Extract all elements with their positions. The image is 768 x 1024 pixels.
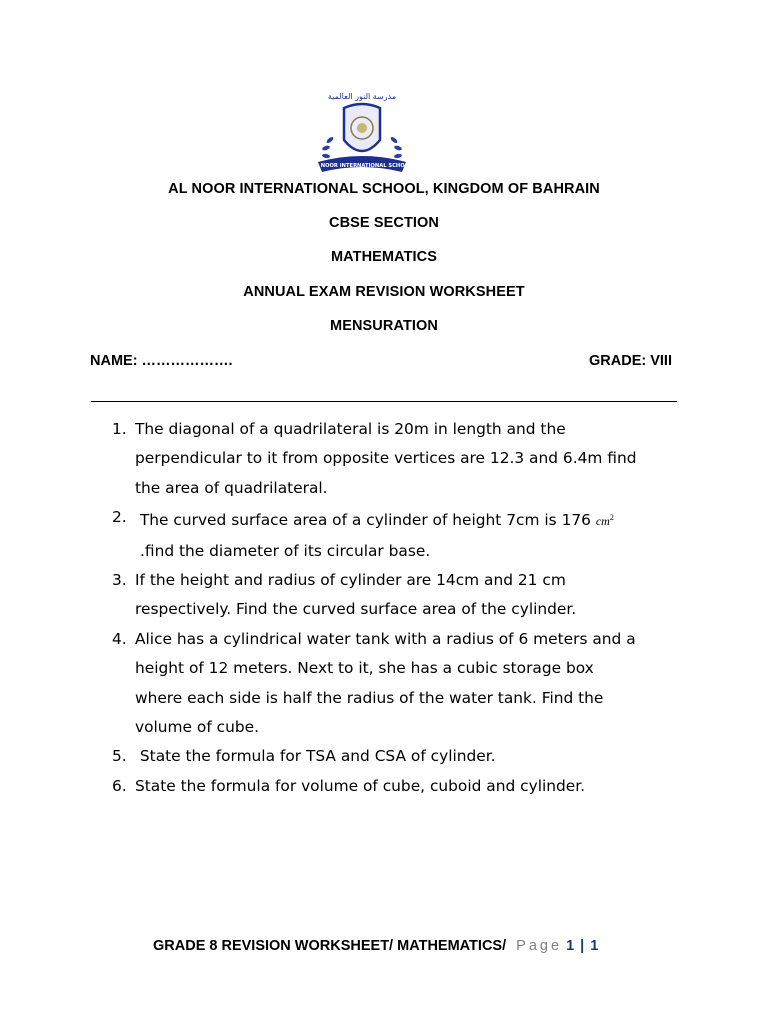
school-name: AL NOOR INTERNATIONAL SCHOOL, KINGDOM OF BAHRAIN — [168, 181, 600, 197]
student-info-row — [90, 353, 674, 369]
question-number: 3. — [112, 571, 127, 590]
unit-symbol: $cm^2$ — [595, 513, 614, 529]
question-line: The diagonal of a quadrilateral is 20m in length and the — [135, 420, 566, 438]
page-total: 1 — [590, 938, 599, 954]
footer-text: GRADE 8 REVISION WORKSHEET/ MATHEMATICS/ — [153, 938, 507, 954]
question-item — [112, 742, 712, 771]
divider-rule — [91, 401, 677, 402]
logo-arabic-text: مدرسة النور العالمية — [327, 92, 397, 101]
page-word: Page — [516, 938, 563, 954]
question-number: 2. — [112, 508, 127, 527]
question-item — [112, 625, 712, 743]
question-number: 1. — [112, 420, 127, 438]
name-label: NAME: ………………. — [90, 353, 233, 369]
question-line — [135, 503, 712, 536]
question-item — [112, 772, 712, 801]
question-list — [112, 415, 712, 801]
question-line: volume of cube. — [135, 718, 259, 737]
logo-banner-text: AL NOOR INTERNATIONAL SCHOOL — [311, 163, 413, 169]
question-line: the area of quadrilateral. — [135, 478, 328, 497]
question-line: State the formula for TSA and CSA of cylinder. — [135, 747, 496, 766]
page-footer — [153, 938, 598, 954]
question-number: 6. — [112, 776, 127, 795]
question-text: The curved surface area of a cylinder of height 7cm is 176 — [135, 511, 596, 530]
question-number: 5. — [112, 747, 127, 766]
question-line: where each side is half the radius of the water tank. Find the — [135, 688, 604, 707]
page-number: 1 — [566, 938, 575, 954]
question-line: height of 12 meters. Next to it, she has a cubic storage box — [135, 659, 594, 678]
page-separator: | — [580, 938, 585, 954]
question-line: respectively. Find the curved surface area of the cylinder. — [135, 600, 577, 619]
question-item — [112, 415, 712, 503]
question-line: State the formula for volume of cube, cuboid and cylinder. — [135, 776, 586, 795]
worksheet-title: ANNUAL EXAM REVISION WORKSHEET — [243, 284, 525, 300]
question-line: .find the diameter of its circular base. — [140, 541, 431, 560]
question-item — [112, 503, 712, 566]
topic-title: MENSURATION — [330, 318, 438, 334]
question-item — [112, 566, 712, 625]
grade-label: GRADE: VIII — [589, 353, 672, 369]
subject-title: MATHEMATICS — [330, 249, 438, 265]
section-title: CBSE SECTION — [329, 215, 439, 231]
question-line: perpendicular to it from opposite vertices are 12.3 and 6.4m find — [135, 449, 637, 468]
question-line: If the height and radius of cylinder are 14cm and 21 cm — [135, 571, 566, 590]
question-line: Alice has a cylindrical water tank with a radius of 6 meters and a — [135, 629, 636, 648]
school-logo — [306, 92, 418, 176]
question-number: 4. — [112, 629, 127, 648]
crest-icon — [306, 92, 418, 176]
